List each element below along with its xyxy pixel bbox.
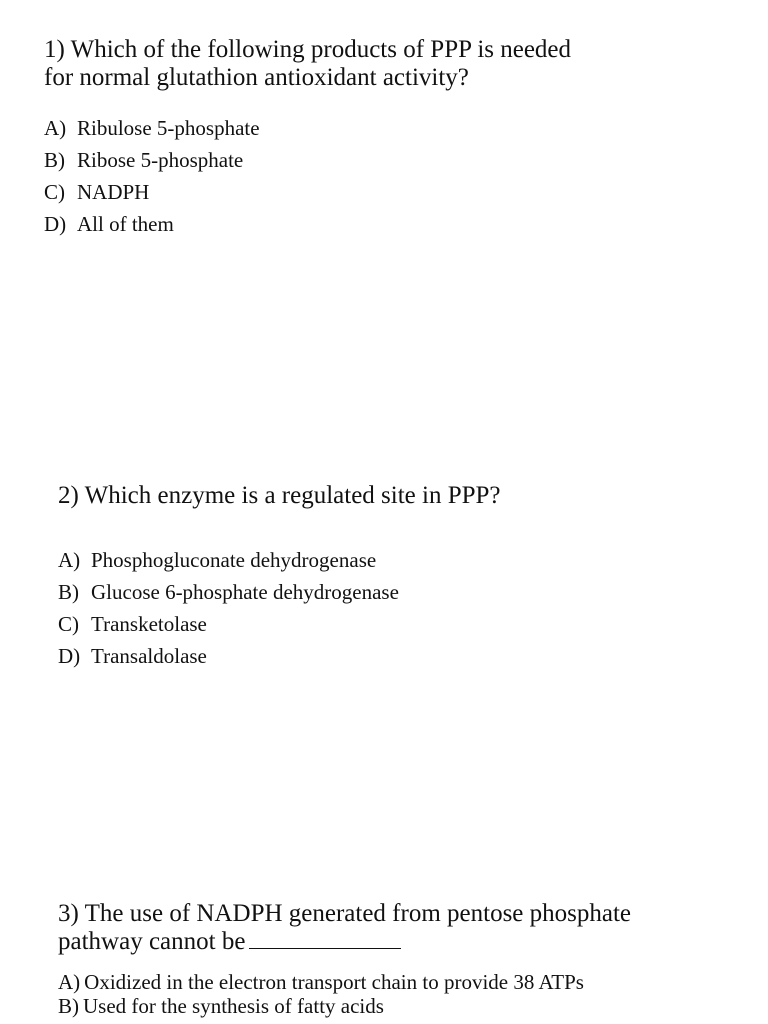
option-text: Glucose 6-phosphate dehydrogenase: [91, 580, 399, 604]
option-letter: D): [58, 644, 81, 668]
option-text: Ribulose 5-phosphate: [77, 116, 260, 140]
question-2-line-1: Which enzyme is a regulated site in PPP?: [84, 482, 501, 509]
question-3-line-1: The use of NADPH generated from pentose phosphate: [84, 900, 632, 927]
question-1-option-c: [44, 176, 724, 208]
question-1-options: [44, 112, 724, 240]
option-text: Used for the synthesis of fatty acids: [83, 994, 384, 1018]
option-text: Ribose 5-phosphate: [77, 148, 244, 172]
question-2-option-a: [58, 544, 738, 576]
option-text: All of them: [77, 212, 174, 236]
option-letter: C): [58, 612, 79, 636]
question-3-number: 3): [58, 900, 79, 927]
question-2-option-b: [58, 576, 738, 608]
option-letter: C): [44, 180, 65, 204]
question-1-option-b: [44, 144, 724, 176]
question-2-options: [58, 544, 738, 672]
option-text: Phosphogluconate dehydrogenase: [91, 548, 377, 572]
option-text: NADPH: [77, 180, 150, 204]
question-1-option-d: [44, 208, 724, 240]
question-2-number: 2): [58, 482, 79, 509]
option-letter: D): [44, 212, 67, 236]
option-text: Transketolase: [91, 612, 207, 636]
option-letter: B): [58, 580, 79, 604]
question-2-text: [58, 482, 738, 510]
question-1-text: [44, 36, 724, 92]
question-1-line-1: Which of the following products of PPP is needed: [70, 36, 572, 63]
question-1: [44, 36, 724, 240]
question-3-option-a: [58, 970, 748, 994]
question-3-options: [58, 970, 748, 1018]
question-3-option-b: [58, 994, 748, 1018]
answer-blank: [249, 930, 401, 949]
option-text: Transaldolase: [91, 644, 207, 668]
question-3: [58, 900, 748, 1018]
question-1-option-a: [44, 112, 724, 144]
question-2-option-c: [58, 608, 738, 640]
question-2: [58, 482, 738, 672]
question-3-line-2: pathway cannot be: [58, 928, 246, 955]
option-letter: A): [58, 970, 81, 994]
question-2-option-d: [58, 640, 738, 672]
option-letter: A): [44, 116, 67, 140]
option-letter: A): [58, 548, 81, 572]
option-text: Oxidized in the electron transport chain to provide 38 ATPs: [84, 970, 584, 994]
option-letter: B): [44, 148, 65, 172]
question-1-line-2: for normal glutathion antioxidant activity?: [44, 64, 469, 91]
question-1-number: 1): [44, 36, 65, 63]
option-letter: B): [58, 994, 79, 1018]
question-3-text: [58, 900, 748, 956]
